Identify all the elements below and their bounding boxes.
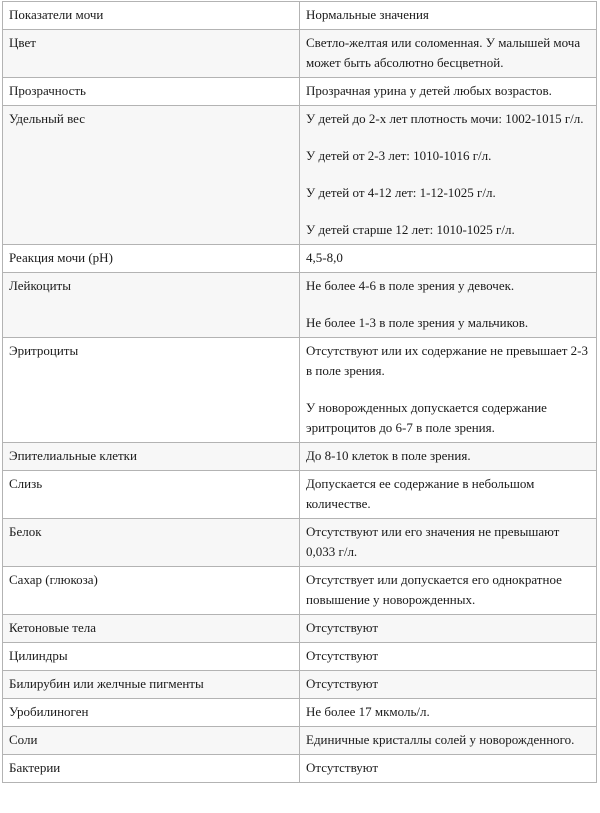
normal-value-cell <box>300 699 597 727</box>
normal-value-cell <box>300 755 597 783</box>
indicator-cell: Удельный вес <box>3 106 300 245</box>
table-row <box>3 727 597 755</box>
normal-value-text: Не более 1-3 в поле зрения у мальчиков. <box>306 315 529 330</box>
normal-value-cell <box>300 273 597 338</box>
normal-value-text: Отсутствуют <box>306 620 379 635</box>
table-row <box>3 567 597 615</box>
indicator-cell: Кетоновые тела <box>3 615 300 643</box>
indicator-cell: Сахар (глюкоза) <box>3 567 300 615</box>
table-row <box>3 519 597 567</box>
table-row <box>3 643 597 671</box>
normal-value-text: У детей старше 12 лет: 1010-1025 г/л. <box>306 222 515 237</box>
normal-value-cell <box>300 567 597 615</box>
normal-value-text: Отсутствуют <box>306 676 379 691</box>
indicator-cell: Билирубин или желчные пигменты <box>3 671 300 699</box>
normal-value-text: Не более 4-6 в поле зрения у девочек. <box>306 278 515 293</box>
indicator-cell: Эритроциты <box>3 338 300 443</box>
indicator-cell: Белок <box>3 519 300 567</box>
table-row <box>3 78 597 106</box>
indicator-cell: Реакция мочи (pH) <box>3 245 300 273</box>
normal-value-text: 4,5-8,0 <box>306 250 343 265</box>
table-row <box>3 443 597 471</box>
indicator-cell: Соли <box>3 727 300 755</box>
normal-value-text: Допускается ее содержание в небольшом количестве. <box>306 476 535 511</box>
header-row <box>3 2 597 30</box>
table-row <box>3 699 597 727</box>
normal-value-text: Светло-желтая или соломенная. У малышей моча может быть абсолютно бесцветной. <box>306 35 581 70</box>
table-row <box>3 338 597 443</box>
table-row <box>3 273 597 338</box>
table-row <box>3 671 597 699</box>
normal-value-cell <box>300 443 597 471</box>
table-row <box>3 106 597 245</box>
normal-value-cell <box>300 338 597 443</box>
normal-value-text: Не более 17 мкмоль/л. <box>306 704 430 719</box>
indicator-cell: Лейкоциты <box>3 273 300 338</box>
indicator-cell: Слизь <box>3 471 300 519</box>
table-row <box>3 245 597 273</box>
header-indicator: Показатели мочи <box>3 2 300 30</box>
indicator-cell: Эпителиальные клетки <box>3 443 300 471</box>
normal-value-text: Отсутствует или допускается его однократное повышение у новорожденных. <box>306 572 562 607</box>
indicator-cell: Цилиндры <box>3 643 300 671</box>
normal-value-text: У детей от 4-12 лет: 1-12-1025 г/л. <box>306 185 496 200</box>
normal-value-text: У детей от 2-3 лет: 1010-1016 г/л. <box>306 148 492 163</box>
normal-value-cell <box>300 30 597 78</box>
normal-value-cell <box>300 471 597 519</box>
normal-value-cell <box>300 615 597 643</box>
table-row <box>3 755 597 783</box>
indicator-cell: Бактерии <box>3 755 300 783</box>
normal-value-text: Прозрачная урина у детей любых возрастов. <box>306 83 552 98</box>
normal-value-text: Единичные кристаллы солей у новорожденного. <box>306 732 575 747</box>
normal-value-text: У новорожденных допускается содержание эритроцитов до 6-7 в поле зрения. <box>306 400 547 435</box>
normal-value-cell <box>300 78 597 106</box>
normal-value-cell <box>300 519 597 567</box>
normal-value-cell <box>300 643 597 671</box>
table-row <box>3 615 597 643</box>
normal-value-text: Отсутствуют <box>306 760 379 775</box>
normal-value-cell <box>300 727 597 755</box>
indicator-cell: Цвет <box>3 30 300 78</box>
indicator-cell: Прозрачность <box>3 78 300 106</box>
table-row <box>3 30 597 78</box>
normal-value-cell <box>300 106 597 245</box>
normal-value-text: Отсутствуют <box>306 648 379 663</box>
normal-value-text: До 8-10 клеток в поле зрения. <box>306 448 471 463</box>
normal-value-text: Отсутствуют или его значения не превышают 0,033 г/л. <box>306 524 560 559</box>
indicator-cell: Уробилиноген <box>3 699 300 727</box>
normal-value-cell <box>300 671 597 699</box>
table-body <box>3 30 597 783</box>
table-row <box>3 471 597 519</box>
urine-norms-table <box>2 1 597 783</box>
normal-value-text: Отсутствуют или их содержание не превышает 2-3 в поле зрения. <box>306 343 588 378</box>
header-normal-values: Нормальные значения <box>300 2 597 30</box>
normal-value-text: У детей до 2-х лет плотность мочи: 1002-1015 г/л. <box>306 111 584 126</box>
normal-value-cell <box>300 245 597 273</box>
